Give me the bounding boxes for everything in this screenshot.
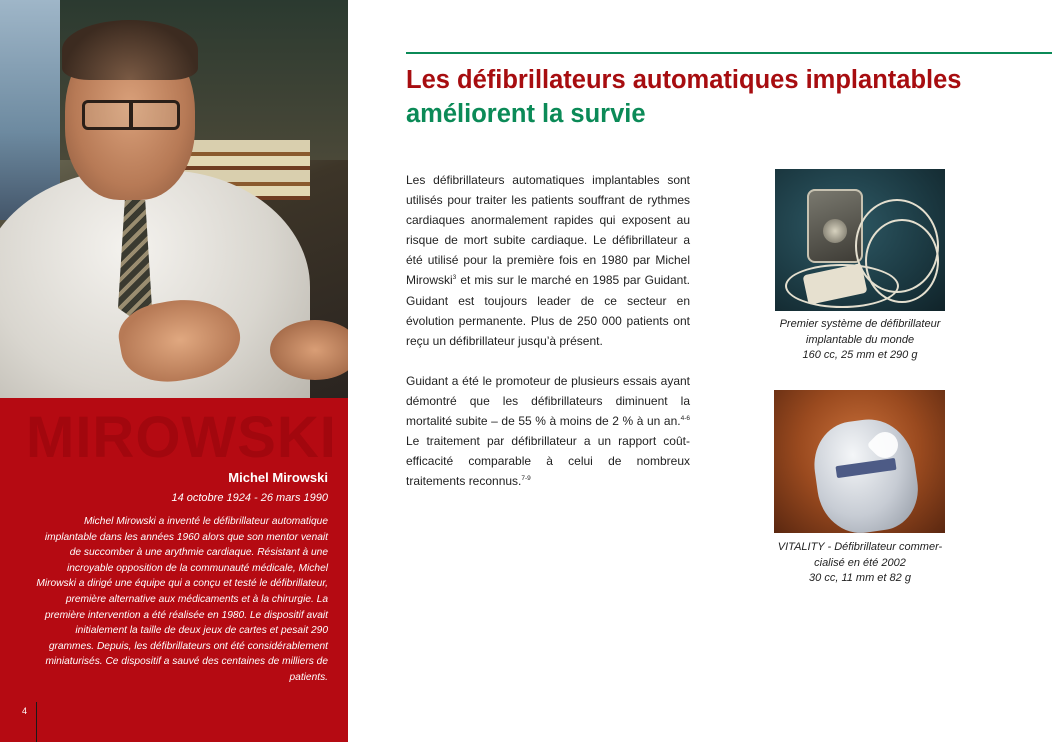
article-body xyxy=(406,170,690,511)
figure-1-caption-specs: 160 cc, 25 mm et 290 g xyxy=(802,349,918,361)
paragraph-1-text-b: et mis sur le marché en 1985 par Guidant. Guidant est toujours leader de ce secteur en évolution permanente. Plus de 250 000 patients ont reçu un défibrillateur jusqu’à présent. xyxy=(406,273,690,348)
paragraph-2 xyxy=(406,371,690,492)
paragraph-2-text-a: Guidant a été le promoteur de plusieurs essais ayant démontré que les défibrillateurs diminuent la mortalité subite – de 55 % à moins de 2 % à un an. xyxy=(406,373,690,429)
figure-1-caption xyxy=(762,317,958,364)
photo-hair xyxy=(62,20,198,80)
figure-2-caption-line: VITALITY - Défibrillateur commer- xyxy=(777,541,943,553)
device-dial xyxy=(823,219,847,243)
header-rule xyxy=(406,52,1052,54)
figure-1-caption-line: implantable du monde xyxy=(805,333,915,346)
article-title-line2: améliorent la survie xyxy=(406,100,646,128)
footnote-ref: 7-9 xyxy=(521,475,531,483)
page-number: 4 xyxy=(22,706,28,716)
footnote-ref: 3 xyxy=(452,274,457,282)
bio-text: Michel Mirowski a inventé le défibrillateur automatique implantable dans les années 1960 alors que son mentor venait de succomber à une arythmie cardiaque. Résistant à une incroyable opposition de la communauté médicale, Michel Mirowski a dirigé une équipe qui a conçu et testé le défibrillateur, première alternative aux médicaments et à la chirurgie. La première intervention a été réalisée en 1980. Le dispositif avait initialement la taille de deux jeux de cartes et pesait 290 grammes. Depuis, les défibrillateurs ont été considérablement miniaturisés. Ce dispositif a sauvé des centaines de milliers de patients. xyxy=(36,516,328,683)
footnote-ref: 4-6 xyxy=(680,415,690,423)
photo-glasses xyxy=(82,100,180,130)
bio-dates: 14 octobre 1924 - 26 mars 1990 xyxy=(171,492,328,504)
page-number-rule xyxy=(36,702,37,742)
figure-2-caption xyxy=(762,540,958,587)
first-defibrillator-photo xyxy=(775,169,945,311)
vitality-defibrillator-photo xyxy=(774,390,945,533)
figure-2-caption-specs: 30 cc, 11 mm et 82 g xyxy=(809,572,911,584)
paragraph-2-text-b: Le traitement par défibrillateur a un rapport coût-efficacité comparable à celui de nombreux traitements reconnus. xyxy=(406,434,690,489)
figure-1-caption-line: Premier système de défibrillateur xyxy=(779,318,941,330)
paragraph-1 xyxy=(406,170,690,351)
portrait-photo xyxy=(0,0,348,398)
figure-2-caption-line: cialisé en été 2002 xyxy=(814,556,906,569)
paragraph-1-text-a: Les défibrillateurs automatiques implantables sont utilisés pour traiter les patients souffrant de rythmes cardiaques anormalement rapides qui exposent au risque de mort subite cardiaque. Le défibrillateur a été utilisé pour la première fois en 1980 par Michel Mirowski xyxy=(406,173,690,288)
bio-name: Michel Mirowski xyxy=(228,470,328,485)
biography-panel xyxy=(0,398,348,742)
name-watermark: MIROWSKI xyxy=(26,405,337,470)
article-title-line1: Les défibrillateurs automatiques implantables xyxy=(406,66,962,94)
